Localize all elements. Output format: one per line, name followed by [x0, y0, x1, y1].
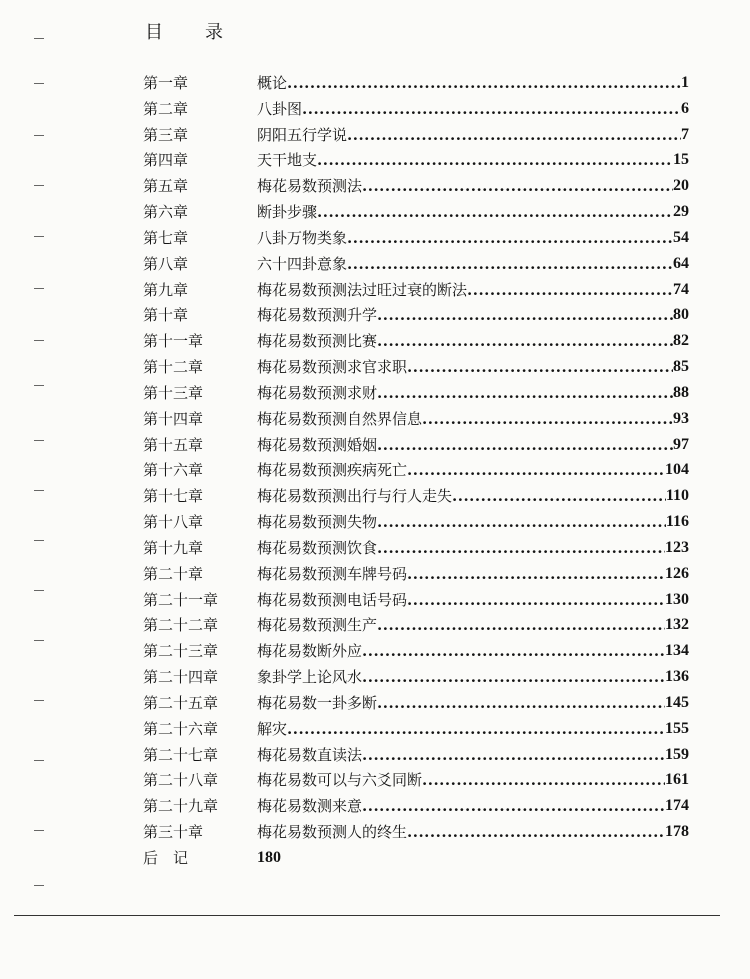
toc-entry: [143, 459, 689, 481]
toc-entry: [143, 511, 689, 533]
leader-dots: [347, 124, 681, 146]
page-number: 64: [673, 254, 689, 272]
page-number: 104: [665, 461, 689, 479]
toc-entry: [143, 124, 689, 146]
margin-mark: [34, 830, 44, 831]
leader-dots: [317, 201, 673, 223]
chapter-title: 梅花易数预测求财: [257, 383, 378, 402]
leader-dots: [422, 769, 665, 791]
toc-entry: [143, 330, 689, 352]
page-number: 54: [673, 228, 689, 246]
page-number: 88: [673, 383, 689, 401]
page-number: 97: [673, 435, 689, 453]
chapter-number: 第二十二章: [143, 616, 219, 635]
leader-dots: [362, 744, 665, 766]
page-number: 174: [665, 797, 689, 815]
leader-dots: [287, 72, 681, 94]
toc-entry: [143, 821, 689, 843]
chapter-title: 梅花易数预测自然界信息: [257, 409, 423, 428]
chapter-title: 六十四卦意象: [257, 254, 348, 273]
toc-entry: [143, 227, 689, 249]
chapter-number: 第九章: [143, 280, 189, 299]
page-number: 116: [665, 513, 689, 531]
toc-entry: [143, 666, 689, 688]
toc-entry: [143, 434, 689, 456]
chapter-title: 梅花易数可以与六爻同断: [257, 771, 423, 790]
margin-mark: [34, 236, 44, 237]
margin-mark: [34, 590, 44, 591]
chapter-title: 梅花易数预测生产: [257, 616, 378, 635]
leader-dots: [362, 175, 673, 197]
leader-dots: [377, 304, 673, 326]
chapter-title: 梅花易数预测求官求职: [257, 358, 408, 377]
chapter-number: 第三章: [143, 125, 189, 144]
toc-entry: [143, 718, 689, 740]
chapter-title: 梅花易数一卦多断: [257, 693, 378, 712]
chapter-title: 梅花易数预测升学: [257, 306, 378, 325]
page-number: 159: [665, 745, 689, 763]
chapter-title: 梅花易数直读法: [257, 745, 363, 764]
margin-mark: [34, 760, 44, 761]
margin-mark: [34, 340, 44, 341]
leader-dots: [377, 537, 665, 559]
chapter-title: 梅花易数预测车牌号码: [257, 564, 408, 583]
leader-dots: [317, 149, 673, 171]
chapter-title: 梅花易数预测失物: [257, 513, 378, 532]
page-number: 161: [665, 771, 689, 789]
chapter-title: 概论: [257, 74, 288, 92]
toc-entry: [143, 744, 689, 766]
toc-entry: [143, 563, 689, 585]
toc-heading-char-1: 目: [145, 22, 163, 43]
chapter-number: 第十八章: [143, 513, 204, 532]
toc-entry: [143, 98, 689, 120]
page-number: 123: [665, 538, 689, 556]
chapter-number: 第二十五章: [143, 693, 219, 712]
leader-dots: [362, 666, 665, 688]
chapter-number: 第二十九章: [143, 797, 219, 816]
chapter-number: 第十一章: [143, 332, 204, 351]
margin-mark: [34, 288, 44, 289]
page-number: 134: [665, 642, 689, 660]
page-number: 1: [681, 74, 689, 91]
leader-dots: [467, 279, 673, 301]
margin-mark: [34, 385, 44, 386]
margin-mark: [34, 540, 44, 541]
toc-entry: [143, 201, 689, 223]
chapter-number: 第十九章: [143, 538, 204, 557]
chapter-number: 第十六章: [143, 461, 204, 480]
page-number: 110: [665, 487, 689, 505]
page-number: 82: [673, 332, 689, 350]
chapter-number: 第二十一章: [143, 590, 219, 609]
chapter-title: 象卦学上论风水: [257, 668, 363, 687]
toc-entry: [143, 72, 689, 94]
toc-entry: [143, 382, 689, 404]
afterword-page: 180: [257, 848, 281, 866]
page-number: 132: [665, 616, 689, 634]
toc-entry: [143, 692, 689, 714]
margin-mark: [34, 185, 44, 186]
page-number: 7: [681, 125, 689, 143]
toc-entry: [143, 485, 689, 507]
page-number: 85: [673, 358, 689, 376]
chapter-number: 第七章: [143, 228, 189, 247]
margin-mark: [34, 440, 44, 441]
chapter-number: 第十七章: [143, 487, 204, 506]
chapter-title: 梅花易数预测出行与行人走失: [257, 487, 453, 506]
margin-mark: [34, 885, 44, 886]
margin-mark: [34, 83, 44, 84]
leader-dots: [407, 459, 665, 481]
page-number: 6: [681, 99, 689, 117]
page-number: 130: [665, 590, 689, 608]
chapter-title: 梅花易数断外应: [257, 642, 363, 661]
page-number: 93: [673, 409, 689, 427]
leader-dots: [377, 382, 673, 404]
chapter-number: 第二十六章: [143, 719, 219, 738]
page-number: 126: [665, 564, 689, 582]
chapter-title: 梅花易数预测法: [257, 177, 363, 196]
leader-dots: [407, 821, 665, 843]
chapter-title: 梅花易数预测疾病死亡: [257, 461, 408, 480]
chapter-title: 阴阳五行学说: [257, 125, 348, 144]
toc-entry: [143, 356, 689, 378]
page-number: 136: [665, 668, 689, 686]
chapter-number: 第十三章: [143, 383, 204, 402]
chapter-title: 梅花易数预测电话号码: [257, 590, 408, 609]
margin-mark: [34, 700, 44, 701]
chapter-number: 第二十七章: [143, 745, 219, 764]
chapter-number: 第二章: [143, 99, 189, 118]
chapter-number: 第二十八章: [143, 771, 219, 790]
toc-entry: [143, 537, 689, 559]
leader-dots: [377, 614, 665, 636]
toc-entry: [143, 614, 689, 636]
chapter-number: 第四章: [143, 151, 189, 170]
bottom-rule: [14, 915, 720, 916]
chapter-number: 第六章: [143, 203, 189, 222]
margin-mark: [34, 135, 44, 136]
chapter-number: 第二十四章: [143, 668, 219, 687]
chapter-title: 八卦图: [257, 99, 303, 118]
margin-mark: [34, 640, 44, 641]
chapter-number: 第十章: [143, 306, 189, 325]
page-number: 155: [665, 719, 689, 737]
toc-entry: [143, 408, 689, 430]
chapter-number: 第十五章: [143, 435, 204, 454]
leader-dots: [407, 356, 673, 378]
chapter-title: 八卦万物类象: [257, 228, 348, 247]
page-number: 80: [673, 306, 689, 324]
margin-mark: [34, 38, 44, 39]
chapter-title: 梅花易数预测人的终生: [257, 823, 408, 842]
afterword-row: [143, 847, 689, 869]
afterword-label: 后 记: [143, 848, 189, 867]
toc-entry: [143, 253, 689, 275]
toc-entry: [143, 175, 689, 197]
toc-heading-char-2: 录: [205, 22, 223, 43]
leader-dots: [287, 718, 665, 740]
chapter-number: 第二十章: [143, 564, 204, 583]
toc-entry: [143, 769, 689, 791]
leader-dots: [407, 589, 665, 611]
page-number: 145: [665, 693, 689, 711]
leader-dots: [362, 795, 665, 817]
chapter-number: 第八章: [143, 254, 189, 273]
chapter-title: 梅花易数预测饮食: [257, 538, 378, 557]
leader-dots: [452, 485, 666, 507]
toc-entry: [143, 149, 689, 171]
toc-entry: [143, 304, 689, 326]
chapter-title: 梅花易数预测比赛: [257, 332, 378, 351]
toc-entry: [143, 640, 689, 662]
toc-entry: [143, 279, 689, 301]
page-number: 74: [673, 280, 689, 298]
chapter-number: 第一章: [143, 74, 189, 92]
chapter-number: 第十二章: [143, 358, 204, 377]
leader-dots: [347, 253, 673, 275]
leader-dots: [422, 408, 673, 430]
leader-dots: [347, 227, 673, 249]
chapter-title: 梅花易数测来意: [257, 797, 363, 816]
chapter-title: 天干地支: [257, 151, 318, 170]
chapter-title: 梅花易数预测婚姻: [257, 435, 378, 454]
leader-dots: [377, 330, 673, 352]
page-number: 20: [673, 177, 689, 195]
toc-entry: [143, 795, 689, 817]
page-number: 15: [673, 151, 689, 169]
toc-entry: [143, 589, 689, 611]
margin-mark: [34, 490, 44, 491]
chapter-number: 第三十章: [143, 823, 204, 842]
leader-dots: [407, 563, 665, 585]
leader-dots: [302, 98, 681, 120]
chapter-title: 解灾: [257, 719, 288, 738]
chapter-number: 第五章: [143, 177, 189, 196]
chapter-number: 第十四章: [143, 409, 204, 428]
chapter-title: 断卦步骤: [257, 203, 318, 222]
leader-dots: [377, 511, 666, 533]
leader-dots: [377, 692, 665, 714]
leader-dots: [362, 640, 665, 662]
chapter-title: 梅花易数预测法过旺过衰的断法: [257, 280, 468, 299]
chapter-number: 第二十三章: [143, 642, 219, 661]
leader-dots: [377, 434, 673, 456]
page-number: 178: [665, 823, 689, 841]
page-number: 29: [673, 203, 689, 221]
